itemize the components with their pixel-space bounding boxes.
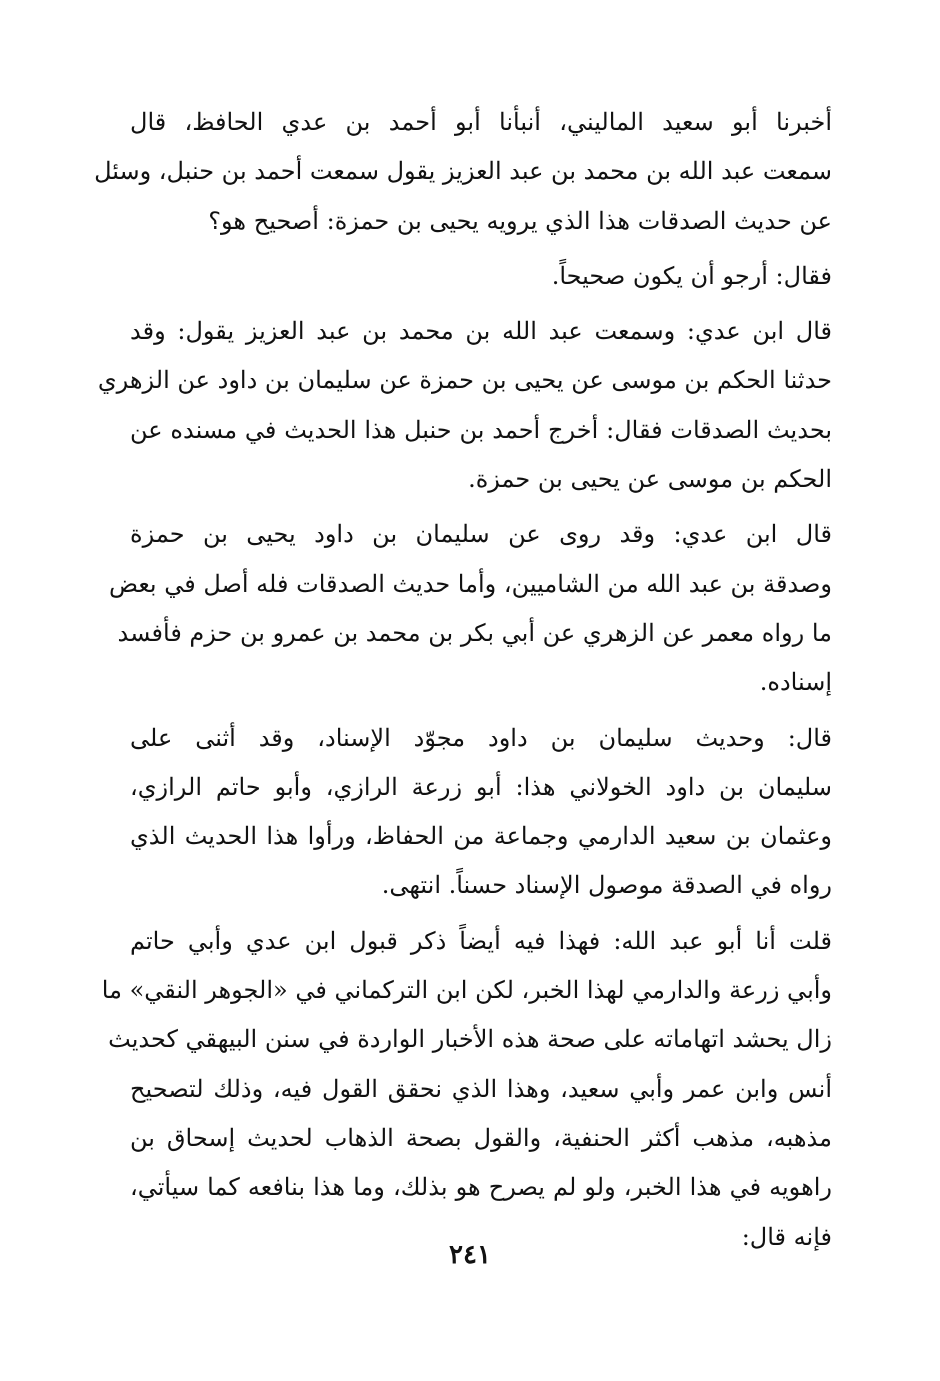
text-line: رواه في الصدقة موصول الإسناد حسناً. انتهى. (381, 871, 832, 900)
paragraph (130, 714, 832, 911)
paragraph (94, 98, 832, 246)
text-line: عن حديث الصدقات هذا الذي يرويه يحيى بن حمزة: أصحيح هو؟ (208, 206, 832, 235)
text-line: قال ابن عدي: وسمعت عبد الله بن محمد بن عبد العزيز يقول: وقد (130, 317, 832, 346)
text-line: أخبرنا أبو سعيد الماليني، أنبأنا أبو أحمد بن عدي الحافظ، قال (130, 108, 832, 136)
text-line: قال ابن عدي: وقد روى عن سليمان بن داود يحيى بن حمزة (130, 520, 832, 549)
text-line: بحديث الصدقات فقال: أخرج أحمد بن حنبل هذا الحديث في مسنده عن (130, 415, 832, 444)
text-line: حدثنا الحكم بن موسى عن يحيى بن حمزة عن سليمان بن داود عن الزهري (97, 366, 832, 395)
text-line: وعثمان بن سعيد الدارمي وجماعة من الحفاظ، ورأوا هذا الحديث الذي (130, 822, 832, 851)
text-line: وصدقة بن عبد الله من الشاميين، وأما حديث الصدقات فله أصل في بعض (108, 569, 832, 598)
text-line: وأبي زرعة والدارمي لهذا الخبر، لكن ابن التركماني في «الجوهر النقي» ما (101, 976, 832, 1005)
text-line: راهويه في هذا الخبر، ولو لم يصرح هو بذلك، وما هذا بنافعه كما سيأتي، (130, 1173, 832, 1202)
text-line: سمعت عبد الله بن محمد بن عبد العزيز يقول سمعت أحمد بن حنبل، وسئل (94, 157, 832, 186)
text-line: قلت أنا أبو عبد الله: فهذا فيه أيضاً ذكر قبول ابن عدي وأبي حاتم (130, 926, 832, 955)
paragraph (108, 510, 832, 707)
body-text (94, 98, 832, 1262)
text-line: إسناده. (759, 668, 832, 697)
text-line: زال يحشد اتهاماته على صحة هذه الأخبار الواردة في سنن البيهقي كحديث (108, 1025, 832, 1054)
text-line: فإنه قال: (741, 1222, 832, 1251)
text-line: سليمان بن داود الخولاني هذا: أبو زرعة الرازي، وأبو حاتم الرازي، (130, 772, 832, 801)
paragraph (97, 307, 832, 504)
page-number: ٢٤١ (449, 1240, 491, 1270)
text-line: مذهبه، مذهب أكثر الحنفية، والقول بصحة الذهاب لحديث إسحاق بن (130, 1123, 832, 1152)
text-line: فقال: أرجو أن يكون صحيحاً. (551, 261, 832, 290)
paragraph (130, 252, 832, 301)
text-line: الحكم بن موسى عن يحيى بن حمزة. (468, 465, 832, 494)
text-line: ما رواه معمر عن الزهري عن أبي بكر بن محمد بن عمرو بن حزم فأفسد (117, 618, 832, 647)
text-line: أنس وابن عمر وأبي سعيد، وهذا الذي نحقق القول فيه، وذلك لتصحيح (130, 1074, 832, 1103)
text-line: قال: وحديث سليمان بن داود مجوّد الإسناد، وقد أثنى على (130, 723, 832, 752)
paragraph (101, 917, 832, 1262)
